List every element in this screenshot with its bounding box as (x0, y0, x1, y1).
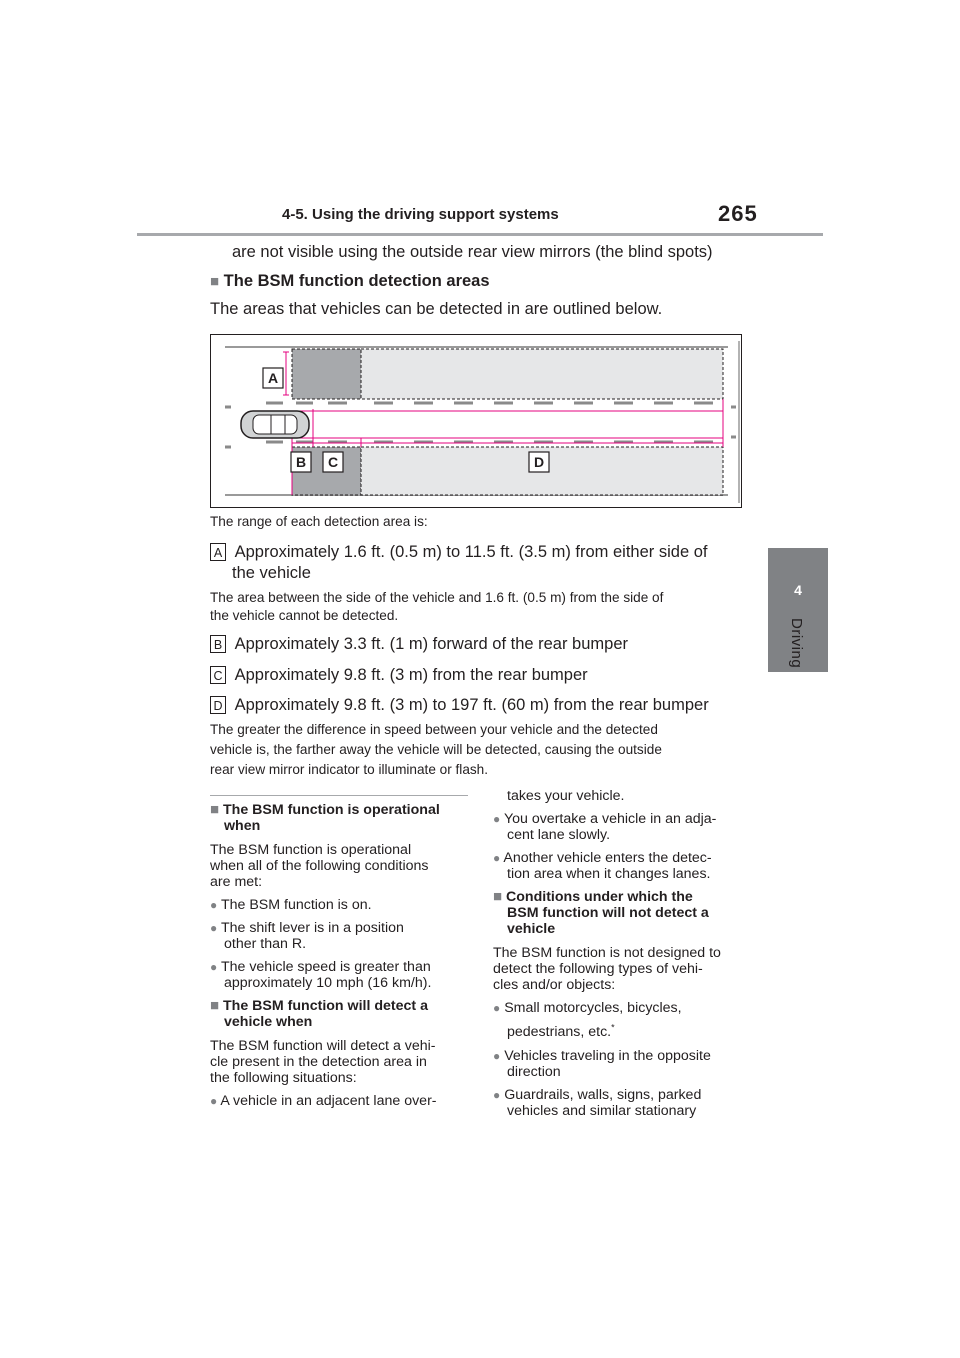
list-item (210, 897, 472, 913)
operational-body-3: are met: (210, 874, 263, 890)
svg-text:A: A (267, 370, 279, 386)
not-b2-1: Vehicles traveling in the opposite (504, 1047, 711, 1064)
range-a (210, 542, 707, 562)
detect-body-1: The BSM function will detect a vehi- (210, 1038, 436, 1054)
heading-marker: ■ (493, 888, 503, 905)
not-heading-3: vehicle (507, 921, 556, 937)
range-b (210, 634, 628, 654)
page-number: 265 (718, 201, 758, 226)
op-b3-2: approximately 10 mph (16 km/h). (224, 975, 432, 991)
range-d-text: Approximately 9.8 ft. (3 m) to 197 ft. (60 m) from the rear bumper (234, 696, 709, 714)
list-item (493, 1087, 755, 1119)
not-b1-1: Small motorcycles, bicycles, (504, 1000, 682, 1016)
left-column (210, 802, 472, 1109)
bullet-icon: ● (493, 812, 501, 826)
bullet-icon: ● (493, 1001, 501, 1015)
operational-body-2: when all of the following conditions (210, 858, 429, 874)
not-b2-2: direction (507, 1063, 561, 1080)
op-b2-2: other than R. (224, 936, 307, 952)
footnote-marker: * (611, 1022, 615, 1032)
list-item (493, 1048, 755, 1080)
list-item (493, 811, 755, 843)
range-d-note-2: vehicle is, the farther away the vehicle will be detected, causing the outside (210, 742, 662, 757)
not-heading-1: Conditions under which the (506, 889, 693, 905)
range-a-text-2: the vehicle (232, 564, 311, 582)
det-b1: A vehicle in an adjacent lane over- (220, 1093, 437, 1109)
label-b (291, 452, 311, 472)
not-b1-2: pedestrians, etc.* (507, 1022, 615, 1040)
bullet-icon: ● (210, 921, 218, 935)
range-d-label: D (210, 696, 226, 714)
range-a-label: A (210, 543, 226, 561)
label-d (529, 452, 549, 472)
detect-body (210, 1038, 472, 1086)
detection-area-diagram (211, 335, 743, 509)
section-title: 4-5. Using the driving support systems (282, 206, 559, 223)
range-intro: The range of each detection area is: (210, 514, 428, 529)
not-body-1: The BSM function is not designed to (493, 945, 721, 961)
detection-heading (210, 271, 490, 292)
not-detect-body (493, 945, 755, 993)
detect-body-3: the following situations: (210, 1070, 357, 1086)
right-column (493, 788, 755, 1119)
range-d (210, 695, 709, 715)
zone-top-near (292, 349, 361, 399)
svg-text:D: D (533, 454, 545, 470)
list-item (210, 1093, 472, 1109)
chapter-number: 4 (794, 582, 802, 598)
range-a-note-2: the vehicle cannot be detected. (210, 608, 399, 623)
label-a (263, 368, 283, 388)
op-b1: The BSM function is on. (220, 897, 372, 913)
op-b3-1: The vehicle speed is greater than (220, 959, 431, 975)
range-a-text-1: Approximately 1.6 ft. (0.5 m) to 11.5 ft. (3.5 m) from either side of (234, 543, 708, 561)
not-body-3: cles and/or objects: (493, 977, 616, 993)
not-body-2: detect the following types of vehi- (493, 961, 703, 977)
intro-continuation: are not visible using the outside rear view mirrors (the blind spots) (232, 243, 713, 261)
chapter-label: Driving (788, 618, 805, 669)
detect-heading (210, 998, 472, 1030)
not-b3-2: vehicles and similar stationary (507, 1102, 697, 1119)
operational-heading-2: when (224, 818, 261, 834)
not-detect-heading (493, 889, 755, 937)
svg-text:B: B (295, 454, 307, 470)
range-c (210, 665, 588, 685)
list-item (493, 1000, 755, 1043)
range-a-note-1: The area between the side of the vehicle and 1.6 ft. (0.5 m) from the side of (210, 590, 664, 605)
detection-heading-text: The BSM function detection areas (223, 272, 490, 290)
range-b-label: B (210, 635, 226, 653)
not-heading-2: BSM function will not detect a (507, 905, 709, 921)
bullet-icon: ● (493, 1087, 501, 1102)
heading-marker: ■ (210, 273, 220, 290)
list-item (210, 920, 472, 952)
det-b1-cont: takes your vehicle. (507, 788, 625, 804)
range-c-text: Approximately 9.8 ft. (3 m) from the rear bumper (234, 666, 588, 684)
bullet-icon: ● (210, 1094, 218, 1108)
list-item (210, 959, 472, 991)
det-b2-2: cent lane slowly. (507, 827, 611, 843)
det-b3-1: Another vehicle enters the detec- (503, 850, 712, 866)
bullet-icon: ● (210, 960, 218, 974)
range-d-note-1: The greater the difference in speed between your vehicle and the detected (210, 722, 658, 737)
range-b-text: Approximately 3.3 ft. (1 m) forward of the rear bumper (234, 635, 628, 653)
operational-heading-1: The BSM function is operational (223, 802, 440, 818)
not-b3-1: Guardrails, walls, signs, parked (504, 1086, 702, 1103)
detection-lead: The areas that vehicles can be detected in are outlined below. (210, 300, 663, 318)
det-b2-1: You overtake a vehicle in an adja- (503, 811, 717, 827)
operational-heading (210, 802, 472, 834)
vehicle-icon (241, 411, 309, 438)
bullet-icon: ● (210, 898, 218, 912)
op-b2-1: The shift lever is in a position (220, 920, 404, 936)
bullet-icon: ● (493, 851, 501, 865)
bullet-icon: ● (493, 1048, 501, 1063)
heading-marker: ■ (210, 997, 220, 1014)
operational-body-1: The BSM function is operational (210, 842, 412, 858)
operational-body (210, 842, 472, 890)
range-d-note-3: rear view mirror indicator to illuminate or flash. (210, 762, 489, 777)
range-c-label: C (210, 666, 226, 684)
list-item (493, 850, 755, 882)
svg-text:C: C (327, 454, 339, 470)
detect-body-2: cle present in the detection area in (210, 1054, 427, 1070)
detection-area-figure (210, 334, 742, 508)
header-rule (137, 233, 823, 236)
zone-top-far (361, 349, 723, 399)
detect-heading-1: The BSM function will detect a (223, 998, 428, 1014)
label-c (323, 452, 343, 472)
column-separator (210, 795, 468, 796)
detect-heading-2: vehicle when (224, 1014, 313, 1030)
det-b3-2: tion area when it changes lanes. (507, 866, 711, 882)
heading-marker: ■ (210, 801, 220, 818)
